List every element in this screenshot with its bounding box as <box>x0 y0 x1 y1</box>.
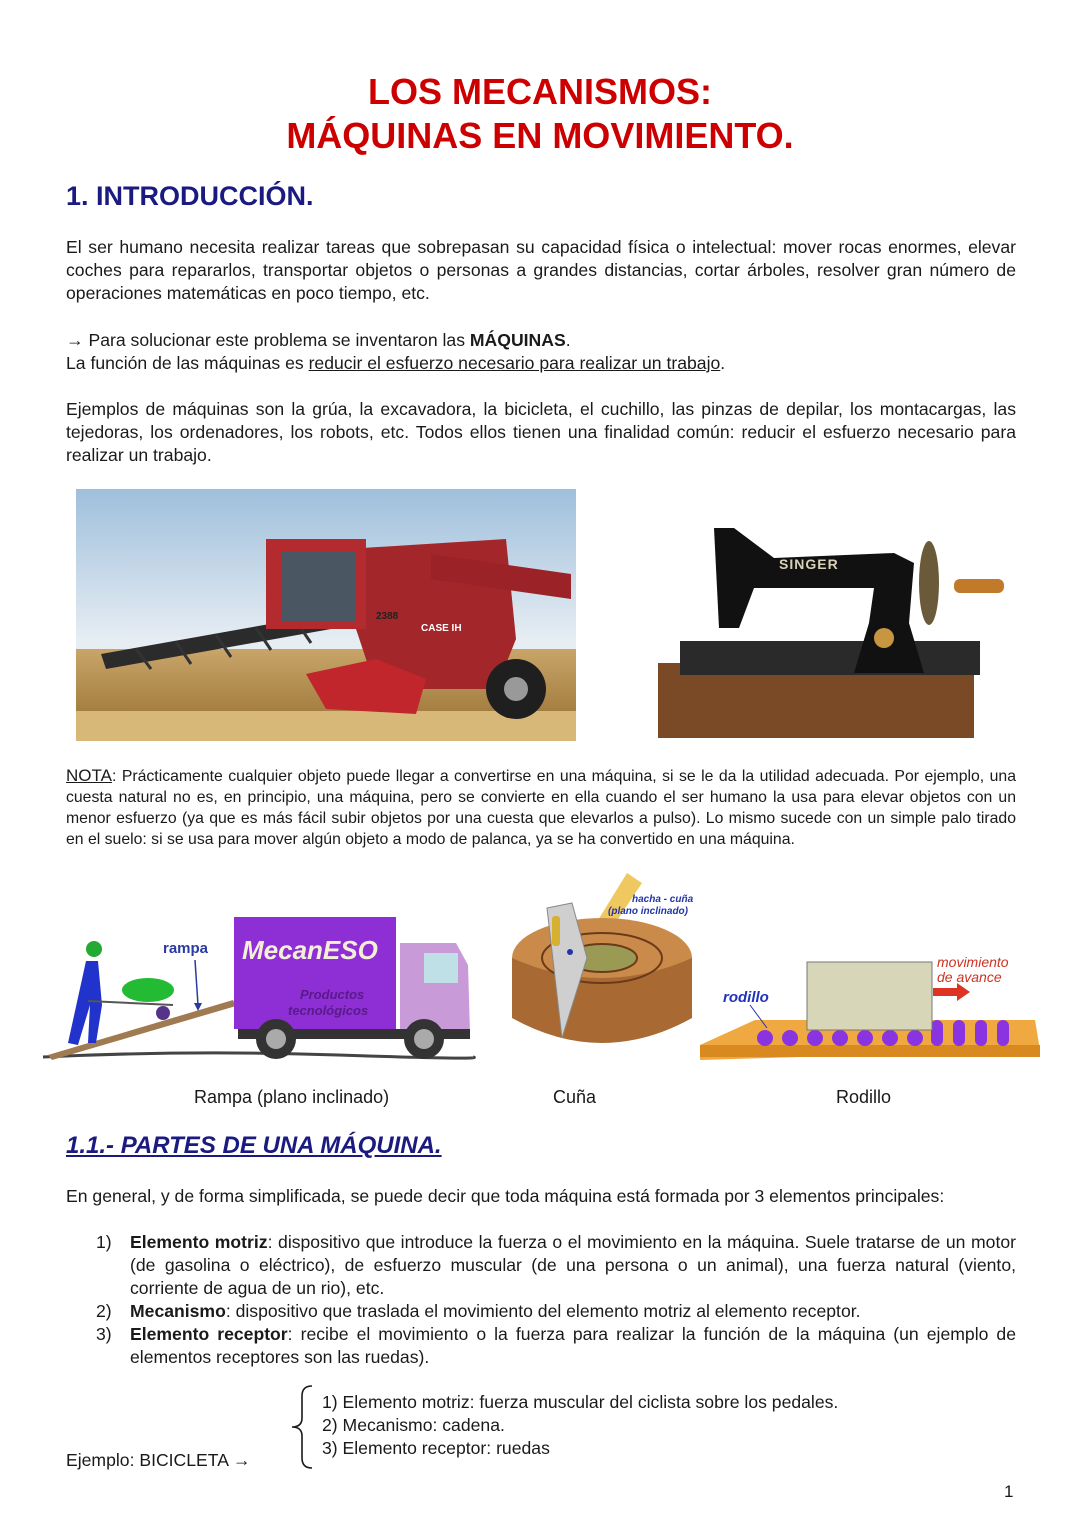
parts-list-item <box>96 1231 1016 1300</box>
truck-brand-text: MecanESO <box>242 935 378 965</box>
combine-harvester-photo <box>76 489 576 741</box>
wedge-label-2: (plano inclinado) <box>608 906 688 917</box>
example-bicicleta-label: Ejemplo: BICICLETA → <box>66 1450 251 1470</box>
intro-function-line <box>66 352 1016 375</box>
roller-illustration <box>695 950 1045 1065</box>
curly-brace-icon <box>288 1384 316 1470</box>
item-desc: : dispositivo que introduce la fuerza o el movimiento en la máquina. Suele tratarse de un motor (de gasolina o eléctrico), de esfuerzo muscular (de una persona o un animal), una fuerza natural (viento, corriente de agua de un rio), etc. <box>130 1232 1016 1298</box>
example-item: 3) Elemento receptor: ruedas <box>322 1438 550 1458</box>
caption-cuna: Cuña <box>553 1087 597 1107</box>
item-number: 2) <box>96 1301 112 1321</box>
function-underlined: reducir el esfuerzo necesario para realizar un trabajo <box>308 353 721 373</box>
parts-list-item <box>96 1323 1016 1369</box>
maquinas-bold: MÁQUINAS <box>469 330 566 350</box>
function-suffix: . <box>720 353 726 373</box>
nota-label: NOTA <box>66 766 112 785</box>
harvester-brand-text: CASE IH <box>421 623 462 634</box>
item-desc: : dispositivo que traslada el movimiento del elemento motriz al elemento receptor. <box>225 1301 861 1321</box>
item-term: Elemento receptor <box>130 1324 288 1344</box>
caption-rampa: Rampa (plano inclinado) <box>194 1087 390 1107</box>
intro-arrow-line <box>66 329 1016 352</box>
ramp-label: rampa <box>163 940 209 957</box>
section-heading-introduccion: 1. INTRODUCCIÓN. <box>66 181 314 211</box>
item-number: 1) <box>96 1232 112 1252</box>
parts-list <box>96 1231 1016 1369</box>
document-title-line-2: MÁQUINAS EN MOVIMIENTO. <box>286 115 794 156</box>
wedge-illustration <box>492 868 697 1063</box>
item-desc: : recibe el movimiento o la fuerza para realizar la función de la máquina (un ejemplo de elementos receptores son las ruedas). <box>130 1324 1017 1367</box>
nota-text: : Prácticamente cualquier objeto puede llegar a convertirse en una máquina, si se le da la utilidad adecuada. Por ejemplo, una cuesta natural no es, en principio, una máquina, pero se convierte en ella cuando el ser humano la usa para elevar objetos con un menor esfuerzo (ya que es más fácil subir objetos por una cuesta que elevarlos a pulso). Lo mismo sucede con un simple palo tirado en el suelo: si se usa para mover algún objeto a modo de palanca, ya se ha convertido en una máquina. <box>66 768 1016 848</box>
roller-motion-2: de avance <box>937 969 1002 985</box>
wedge-label-1: hacha - cuña <box>632 894 694 905</box>
intro-paragraph-examples: Ejemplos de máquinas son la grúa, la excavadora, la bicicleta, el cuchillo, las pinzas de depilar, los montacargas, las tejedoras, los ordenadores, los robots, etc. Todos ellos tienen una finalidad común: reducir el esfuerzo necesario para realizar un trabajo. <box>66 399 1016 465</box>
intro-paragraph-1: El ser humano necesita realizar tareas que sobrepasan su capacidad física o intelectual: mover rocas enormes, elevar coches para repararlos, transportar objetos o personas a grandes distancias, cortar árboles, resolver gran número de operaciones matemáticas en poco tiempo, etc. <box>66 237 1016 303</box>
nota-paragraph <box>66 765 1016 850</box>
example-item: 1) Elemento motriz: fuerza muscular del ciclista sobre los pedales. <box>322 1392 839 1412</box>
sewing-machine-photo <box>654 513 1006 741</box>
item-number: 3) <box>96 1324 112 1344</box>
item-term: Elemento motriz <box>130 1232 268 1252</box>
caption-rodillo: Rodillo <box>836 1087 892 1107</box>
roller-label: rodillo <box>723 989 769 1006</box>
sewing-machine-brand-text: SINGER <box>779 556 839 572</box>
function-prefix: La función de las máquinas es <box>66 353 309 373</box>
page-number: 1 <box>1004 1482 1014 1501</box>
example-item: 2) Mecanismo: cadena. <box>322 1415 505 1435</box>
roller-motion-1: movimiento <box>937 954 1009 970</box>
truck-text-1: Productos <box>300 987 365 1002</box>
section-heading-partes: 1.1.- PARTES DE UNA MÁQUINA. <box>66 1132 442 1159</box>
ramp-illustration <box>38 905 478 1065</box>
parts-list-item <box>96 1300 1016 1323</box>
arrow-line-suffix: . <box>565 330 571 350</box>
truck-text-2: tecnológicos <box>288 1003 369 1018</box>
example-items <box>322 1391 838 1460</box>
harvester-model-text: 2388 <box>376 611 399 622</box>
arrow-line-prefix: → Para solucionar este problema se inventaron las <box>66 330 470 350</box>
item-term: Mecanismo <box>130 1301 226 1321</box>
parts-intro-paragraph: En general, y de forma simplificada, se puede decir que toda máquina está formada por 3 elementos principales: <box>66 1186 945 1206</box>
document-title-line-1: LOS MECANISMOS: <box>367 71 712 112</box>
